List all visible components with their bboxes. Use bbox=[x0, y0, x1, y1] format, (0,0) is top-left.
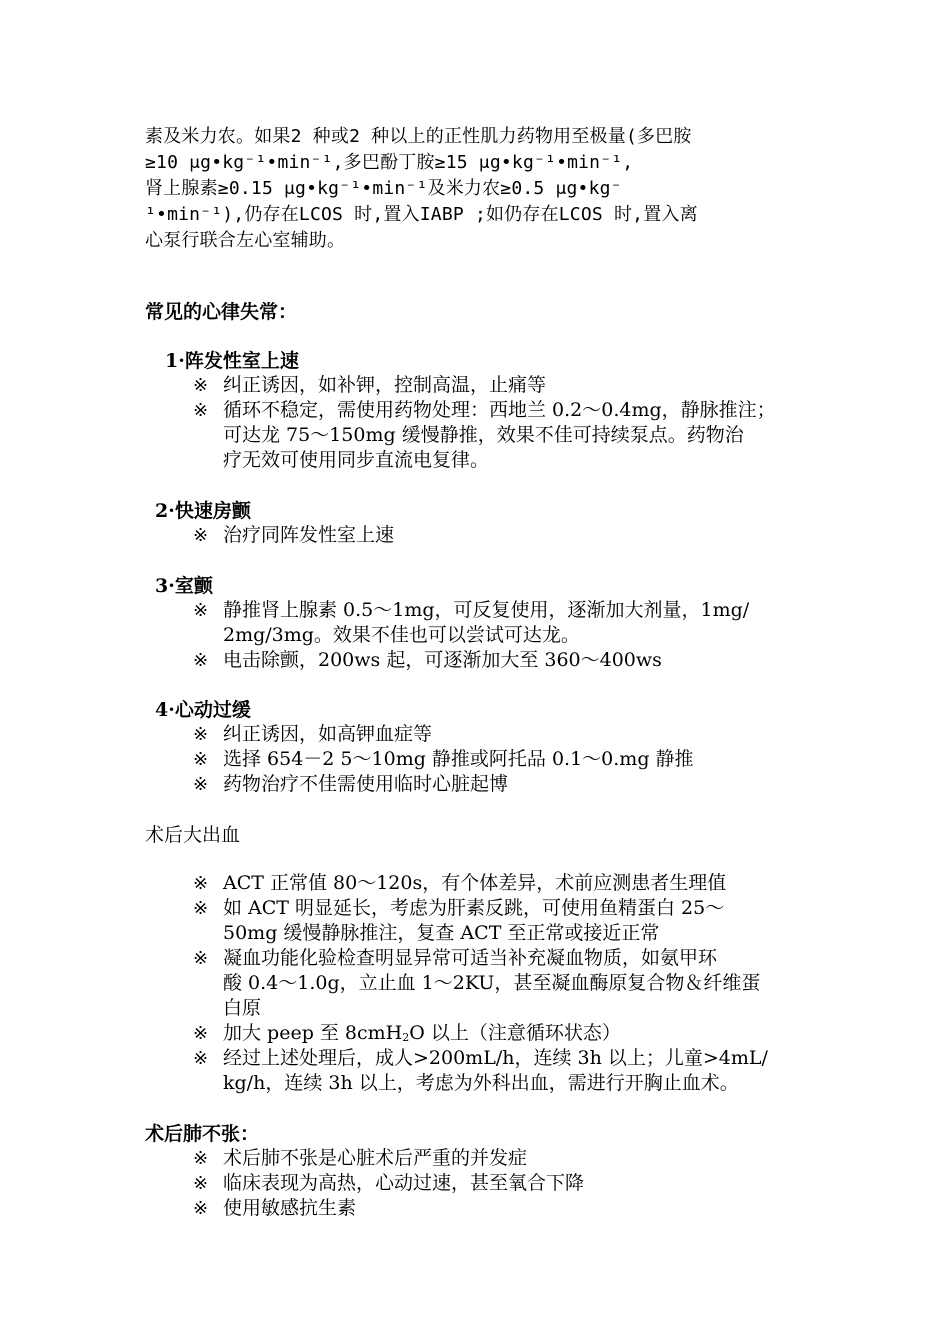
list-item bbox=[193, 523, 823, 548]
subsection-title-vf: 3·室颤 bbox=[155, 575, 213, 597]
list-item bbox=[193, 896, 823, 946]
list-item bbox=[193, 1046, 823, 1096]
item-text: 电击除颤，200ws 起，可逐渐加大至 360～400ws bbox=[223, 649, 662, 671]
intro-line: 心泵行联合左心室辅助。 bbox=[145, 230, 346, 251]
reference-mark-icon: ※ bbox=[193, 898, 209, 919]
reference-mark-icon: ※ bbox=[193, 1198, 209, 1219]
intro-line: ≥10 μg•kg⁻¹•min⁻¹,多巴酚丁胺≥15 μg•kg⁻¹•min⁻¹, bbox=[145, 152, 634, 173]
item-text-peep bbox=[223, 1021, 823, 1046]
reference-mark-icon: ※ bbox=[193, 1023, 209, 1044]
list-item bbox=[193, 747, 823, 772]
item-text: kg/h，连续 3h 以上，考虑为外科出血，需进行开胸止血术。 bbox=[223, 1072, 739, 1094]
reference-mark-icon: ※ bbox=[193, 600, 209, 621]
item-text: 可达龙 75～150mg 缓慢静推，效果不佳可持续泵点。药物治 bbox=[223, 424, 744, 446]
item-text: 酸 0.4～1.0g，立止血 1～2KU，甚至凝血酶原复合物＆纤维蛋 bbox=[223, 972, 761, 994]
section-title-atelectasis: 术后肺不张： bbox=[145, 1123, 260, 1145]
list-item bbox=[193, 398, 823, 473]
bradycardia-list bbox=[193, 722, 823, 797]
reference-mark-icon: ※ bbox=[193, 375, 209, 396]
list-item bbox=[193, 1146, 823, 1171]
svt-list bbox=[193, 373, 823, 473]
item-text: 循环不稳定，需使用药物处理：西地兰 0.2～0.4mg，静脉推注； bbox=[223, 399, 776, 421]
peep-subscript: 2 bbox=[402, 1031, 410, 1044]
list-item bbox=[193, 1021, 823, 1046]
intro-line: 素及米力农。如果2 种或2 种以上的正性肌力药物用至极量(多巴胺 bbox=[145, 126, 692, 147]
item-text: 临床表现为高热，心动过速，甚至氧合下降 bbox=[223, 1172, 585, 1194]
item-text: 经过上述处理后，成人>200mL/h，连续 3h 以上；儿童>4mL/ bbox=[223, 1047, 768, 1069]
reference-mark-icon: ※ bbox=[193, 525, 209, 546]
reference-mark-icon: ※ bbox=[193, 873, 209, 894]
list-item bbox=[193, 772, 823, 797]
subsection-title-af: 2·快速房颤 bbox=[155, 500, 251, 522]
item-text: 药物治疗不佳需使用临时心脏起博 bbox=[223, 773, 509, 795]
list-item bbox=[193, 946, 823, 1021]
subsection-title-svt: 1·阵发性室上速 bbox=[165, 350, 299, 372]
list-item bbox=[193, 871, 823, 896]
vf-list bbox=[193, 598, 823, 673]
list-item bbox=[193, 1196, 823, 1221]
reference-mark-icon: ※ bbox=[193, 948, 209, 969]
item-text: 纠正诱因，如补钾，控制高温，止痛等 bbox=[223, 374, 547, 396]
list-item bbox=[193, 722, 823, 747]
section-title-arrhythmia: 常见的心律失常： bbox=[145, 301, 298, 323]
list-item bbox=[193, 598, 823, 648]
reference-mark-icon: ※ bbox=[193, 1173, 209, 1194]
item-text: 术后肺不张是心脏术后严重的并发症 bbox=[223, 1147, 528, 1169]
item-text: 纠正诱因，如高钾血症等 bbox=[223, 723, 433, 745]
item-text: 选择 654－2 5～10mg 静推或阿托品 0.1～0.mg 静推 bbox=[223, 748, 694, 770]
item-text: 2mg/3mg。效果不佳也可以尝试可达龙。 bbox=[223, 624, 580, 646]
peep-text-after: O 以上（注意循环状态） bbox=[409, 1022, 621, 1044]
reference-mark-icon: ※ bbox=[193, 400, 209, 421]
af-list bbox=[193, 523, 823, 548]
reference-mark-icon: ※ bbox=[193, 1048, 209, 1069]
reference-mark-icon: ※ bbox=[193, 650, 209, 671]
atelectasis-list bbox=[193, 1146, 823, 1221]
list-item bbox=[193, 648, 823, 673]
item-text: 白原 bbox=[223, 997, 262, 1019]
reference-mark-icon: ※ bbox=[193, 749, 209, 770]
item-text: 疗无效可使用同步直流电复律。 bbox=[223, 449, 490, 471]
item-text: 使用敏感抗生素 bbox=[223, 1197, 357, 1219]
subsection-title-bradycardia: 4·心动过缓 bbox=[155, 699, 251, 721]
intro-line: 肾上腺素≥0.15 μg•kg⁻¹•min⁻¹及米力农≥0.5 μg•kg⁻ bbox=[145, 178, 622, 199]
item-text: ACT 正常值 80～120s，有个体差异，术前应测患者生理值 bbox=[223, 872, 727, 894]
reference-mark-icon: ※ bbox=[193, 774, 209, 795]
bleeding-list bbox=[193, 871, 823, 1096]
list-item bbox=[193, 373, 823, 398]
item-text: 凝血功能化验检查明显异常可适当补充凝血物质，如氨甲环 bbox=[223, 947, 718, 969]
section-title-bleeding: 术后大出血 bbox=[145, 824, 241, 846]
reference-mark-icon: ※ bbox=[193, 1148, 209, 1169]
intro-line: ¹•min⁻¹),仍存在LCOS 时,置入IABP ;如仍存在LCOS 时,置入离 bbox=[145, 204, 698, 225]
peep-text-before: 加大 peep 至 8cmH bbox=[223, 1022, 403, 1044]
item-text: 如 ACT 明显延长，考虑为肝素反跳，可使用鱼精蛋白 25～ bbox=[223, 897, 725, 919]
item-text: 治疗同阵发性室上速 bbox=[223, 524, 395, 546]
intro-paragraph bbox=[145, 124, 825, 254]
item-text: 50mg 缓慢静脉推注，复查 ACT 至正常或接近正常 bbox=[223, 922, 660, 944]
item-text: 静推肾上腺素 0.5～1mg，可反复使用，逐渐加大剂量，1mg/ bbox=[223, 599, 750, 621]
list-item bbox=[193, 1171, 823, 1196]
reference-mark-icon: ※ bbox=[193, 724, 209, 745]
